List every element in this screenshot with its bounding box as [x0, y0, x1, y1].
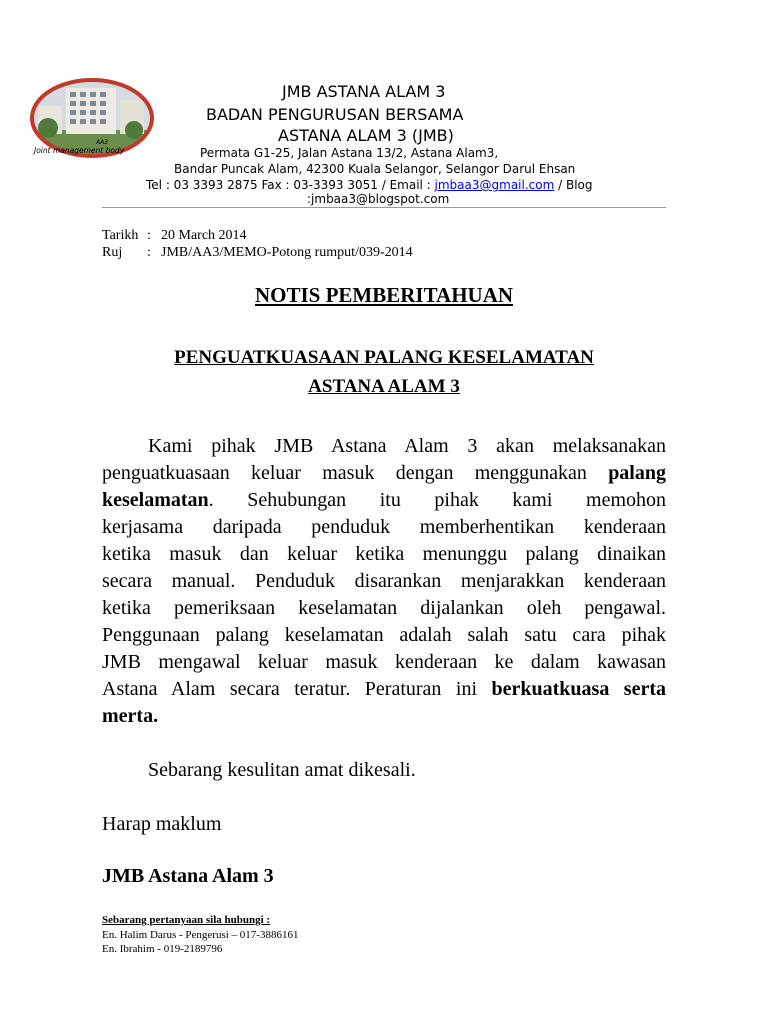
logo-caption: Joint management body [34, 146, 125, 155]
reference-value: JMB/AA3/MEMO-Potong rumput/039-2014 [161, 245, 413, 260]
body-line-2-text: penguatkuasaan keluar masuk dengan menggunakan [102, 462, 609, 484]
notice-subtitle-line2: ASTANA ALAM 3 [308, 376, 460, 397]
contacts-heading: Sebarang pertanyaan sila hubungi : [102, 914, 271, 926]
jmb-logo [30, 78, 154, 158]
date-value: 20 March 2014 [161, 228, 247, 243]
contact-prefix: Tel : 03 3393 2875 Fax : 03-3393 3051 / Email : [146, 178, 435, 192]
header-divider [102, 207, 666, 208]
body-line-11: merta. [102, 705, 159, 727]
body-line-9: JMB mengawal keluar masuk kenderaan ke dalam kawasan [102, 651, 666, 673]
date-row [102, 228, 247, 244]
body-line-3 [102, 489, 666, 512]
reference-row [102, 245, 413, 261]
contact-suffix: / Blog [554, 178, 593, 192]
body-line-2 [102, 462, 666, 485]
notice-title: NOTIS PEMBERITAHUAN [254, 283, 514, 307]
body-line-1: Kami pihak JMB Astana Alam 3 akan melaksanakan [148, 435, 666, 457]
email-link[interactable]: jmbaa3@gmail.com [434, 178, 555, 192]
reference-label: Ruj [102, 245, 123, 260]
contact-line [146, 178, 593, 192]
body-line-7: ketika pemeriksaan keselamatan dijalankan oleh pengawal. [102, 597, 666, 619]
reference-separator: : [147, 245, 151, 260]
body-line-3-bold: keselamatan [102, 489, 209, 511]
org-name-line1: JMB ASTANA ALAM 3 [282, 82, 446, 101]
blog-address: :jmbaa3@blogspot.com [307, 192, 450, 206]
org-name-line3: ASTANA ALAM 3 (JMB) [278, 126, 454, 145]
notice-subtitle-line1: PENGUATKUASAAN PALANG KESELAMATAN [174, 347, 594, 368]
body-line-8: Penggunaan palang keselamatan adalah salah satu cara pihak [102, 624, 666, 646]
closing-text: Harap maklum [102, 813, 222, 835]
body-line-10-text: Astana Alam secara teratur. Peraturan ini [102, 678, 492, 700]
body-line-10 [102, 678, 666, 701]
body-line-5: ketika masuk dan keluar ketika menunggu palang dinaikan [102, 543, 666, 565]
org-name-line2: BADAN PENGURUSAN BERSAMA [206, 105, 464, 124]
body-line-4: kerjasama daripada penduduk memberhentikan kenderaan [102, 516, 666, 538]
date-label: Tarikh [102, 228, 139, 243]
signature: JMB Astana Alam 3 [102, 865, 274, 887]
contact-1: En. Halim Darus - Pengerusi – 017-3886161 [102, 929, 299, 941]
apology-text: Sebarang kesulitan amat dikesali. [148, 759, 416, 781]
date-separator: : [147, 228, 151, 243]
body-line-3-text: . Sehubungan itu pihak kami memohon [208, 489, 666, 511]
contact-2: En. Ibrahim - 019-2189796 [102, 943, 223, 955]
body-line-2-bold: palang [608, 462, 666, 484]
body-line-6: secara manual. Penduduk disarankan menjarakkan kenderaan [102, 570, 666, 592]
address-line2: Bandar Puncak Alam, 42300 Kuala Selangor, Selangor Darul Ehsan [174, 162, 576, 176]
address-line1: Permata G1-25, Jalan Astana 13/2, Astana Alam3, [200, 146, 499, 160]
body-line-10-bold: berkuatkuasa serta [491, 678, 666, 700]
logo-caption-top: AA3 [96, 139, 109, 146]
